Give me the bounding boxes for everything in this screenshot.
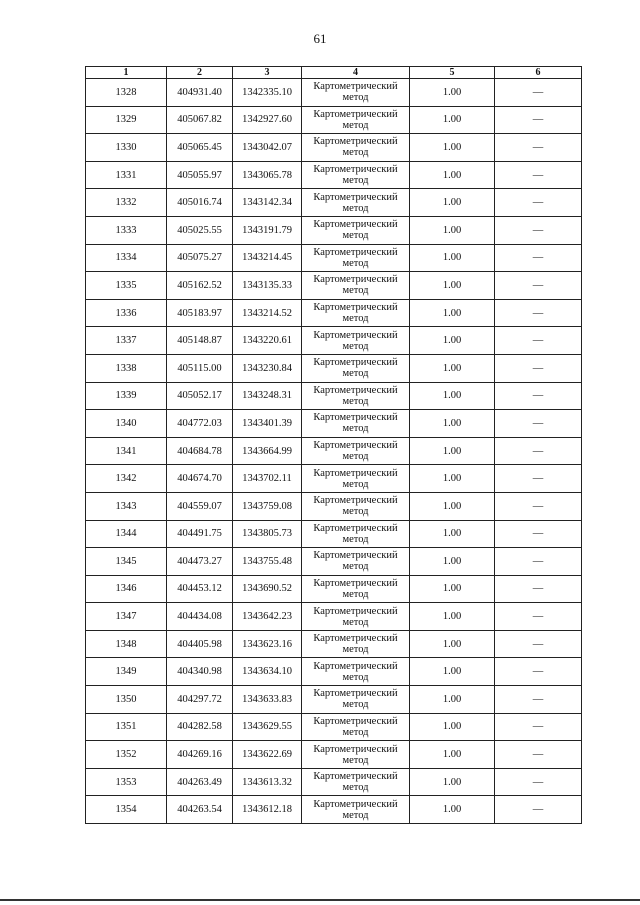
note-cell: — <box>495 713 582 741</box>
table-row <box>86 603 582 631</box>
method-cell <box>302 354 410 382</box>
y-coordinate-cell: 1343759.08 <box>233 492 302 520</box>
x-coordinate-cell: 405162.52 <box>167 272 233 300</box>
accuracy-cell: 1.00 <box>410 272 495 300</box>
method-cell <box>302 79 410 107</box>
bottom-border-line <box>0 899 640 901</box>
note-cell: — <box>495 768 582 796</box>
method-line-1: Картометрический <box>313 550 398 562</box>
method-cell <box>302 686 410 714</box>
point-number-cell: 1328 <box>86 79 167 107</box>
x-coordinate-cell: 405075.27 <box>167 244 233 272</box>
accuracy-cell: 1.00 <box>410 603 495 631</box>
method-cell <box>302 603 410 631</box>
x-coordinate-cell: 404263.54 <box>167 796 233 824</box>
method-line-2: метод <box>342 92 369 104</box>
note-cell: — <box>495 520 582 548</box>
point-number-cell: 1331 <box>86 161 167 189</box>
x-coordinate-cell: 405016.74 <box>167 189 233 217</box>
method-line-1: Картометрический <box>313 577 398 589</box>
accuracy-cell: 1.00 <box>410 741 495 769</box>
method-cell <box>302 189 410 217</box>
method-line-2: метод <box>342 616 369 628</box>
column-header: 5 <box>410 67 495 79</box>
method-cell <box>302 272 410 300</box>
y-coordinate-cell: 1343191.79 <box>233 216 302 244</box>
point-number-cell: 1351 <box>86 713 167 741</box>
note-cell: — <box>495 796 582 824</box>
point-number-cell: 1333 <box>86 216 167 244</box>
note-cell: — <box>495 244 582 272</box>
x-coordinate-cell: 404282.58 <box>167 713 233 741</box>
method-line-1: Картометрический <box>313 798 398 810</box>
accuracy-cell: 1.00 <box>410 575 495 603</box>
point-number-cell: 1339 <box>86 382 167 410</box>
y-coordinate-cell: 1343664.99 <box>233 437 302 465</box>
y-coordinate-cell: 1343248.31 <box>233 382 302 410</box>
method-line-2: метод <box>342 506 369 518</box>
point-number-cell: 1340 <box>86 410 167 438</box>
table-row <box>86 575 582 603</box>
y-coordinate-cell: 1343042.07 <box>233 134 302 162</box>
note-cell: — <box>495 106 582 134</box>
accuracy-cell: 1.00 <box>410 189 495 217</box>
x-coordinate-cell: 405148.87 <box>167 327 233 355</box>
method-cell <box>302 630 410 658</box>
accuracy-cell: 1.00 <box>410 520 495 548</box>
x-coordinate-cell: 405115.00 <box>167 354 233 382</box>
y-coordinate-cell: 1342927.60 <box>233 106 302 134</box>
point-number-cell: 1343 <box>86 492 167 520</box>
point-number-cell: 1349 <box>86 658 167 686</box>
note-cell: — <box>495 79 582 107</box>
note-cell: — <box>495 465 582 493</box>
table-row <box>86 410 582 438</box>
page-number: 61 <box>313 31 327 46</box>
y-coordinate-cell: 1343690.52 <box>233 575 302 603</box>
table-row <box>86 189 582 217</box>
table-row <box>86 437 582 465</box>
accuracy-cell: 1.00 <box>410 354 495 382</box>
note-cell: — <box>495 382 582 410</box>
method-cell <box>302 548 410 576</box>
method-cell <box>302 575 410 603</box>
method-line-1: Картометрический <box>313 633 398 645</box>
note-cell: — <box>495 658 582 686</box>
method-cell <box>302 713 410 741</box>
method-line-1: Картометрический <box>313 660 398 672</box>
note-cell: — <box>495 686 582 714</box>
accuracy-cell: 1.00 <box>410 79 495 107</box>
x-coordinate-cell: 405055.97 <box>167 161 233 189</box>
method-line-1: Картометрический <box>313 605 398 617</box>
table-row <box>86 768 582 796</box>
table-row <box>86 630 582 658</box>
method-line-1: Картометрический <box>313 467 398 479</box>
y-coordinate-cell: 1343634.10 <box>233 658 302 686</box>
table-row <box>86 272 582 300</box>
table-row <box>86 106 582 134</box>
point-number-cell: 1338 <box>86 354 167 382</box>
accuracy-cell: 1.00 <box>410 796 495 824</box>
accuracy-cell: 1.00 <box>410 327 495 355</box>
x-coordinate-cell: 404269.16 <box>167 741 233 769</box>
method-cell <box>302 134 410 162</box>
table-row <box>86 492 582 520</box>
column-header: 2 <box>167 67 233 79</box>
table-row <box>86 548 582 576</box>
column-header: 3 <box>233 67 302 79</box>
note-cell: — <box>495 216 582 244</box>
accuracy-cell: 1.00 <box>410 492 495 520</box>
table-row <box>86 741 582 769</box>
table-row <box>86 134 582 162</box>
accuracy-cell: 1.00 <box>410 465 495 493</box>
note-cell: — <box>495 327 582 355</box>
y-coordinate-cell: 1343135.33 <box>233 272 302 300</box>
method-line-2: метод <box>342 368 369 380</box>
point-number-cell: 1348 <box>86 630 167 658</box>
method-line-1: Картометрический <box>313 108 398 120</box>
table-row <box>86 299 582 327</box>
note-cell: — <box>495 134 582 162</box>
method-cell <box>302 244 410 272</box>
method-cell <box>302 520 410 548</box>
y-coordinate-cell: 1343214.45 <box>233 244 302 272</box>
point-number-cell: 1350 <box>86 686 167 714</box>
point-number-cell: 1336 <box>86 299 167 327</box>
accuracy-cell: 1.00 <box>410 106 495 134</box>
x-coordinate-cell: 404297.72 <box>167 686 233 714</box>
y-coordinate-cell: 1343629.55 <box>233 713 302 741</box>
table-row <box>86 686 582 714</box>
method-line-1: Картометрический <box>313 688 398 700</box>
method-cell <box>302 768 410 796</box>
method-line-1: Картометрический <box>313 329 398 341</box>
table-row <box>86 327 582 355</box>
point-number-cell: 1329 <box>86 106 167 134</box>
method-cell <box>302 658 410 686</box>
table-row <box>86 354 582 382</box>
table-row <box>86 520 582 548</box>
method-line-1: Картометрический <box>313 495 398 507</box>
note-cell: — <box>495 741 582 769</box>
method-line-1: Картометрический <box>313 246 398 258</box>
table-row <box>86 382 582 410</box>
y-coordinate-cell: 1343623.16 <box>233 630 302 658</box>
method-line-2: метод <box>342 313 369 325</box>
note-cell: — <box>495 161 582 189</box>
x-coordinate-cell: 404473.27 <box>167 548 233 576</box>
y-coordinate-cell: 1343230.84 <box>233 354 302 382</box>
x-coordinate-cell: 404491.75 <box>167 520 233 548</box>
method-line-1: Картометрический <box>313 743 398 755</box>
method-line-1: Картометрический <box>313 715 398 727</box>
method-line-2: метод <box>342 561 369 573</box>
table-header-row <box>86 67 582 79</box>
method-line-1: Картометрический <box>313 191 398 203</box>
method-line-1: Картометрический <box>313 164 398 176</box>
x-coordinate-cell: 405067.82 <box>167 106 233 134</box>
y-coordinate-cell: 1343622.69 <box>233 741 302 769</box>
note-cell: — <box>495 437 582 465</box>
accuracy-cell: 1.00 <box>410 410 495 438</box>
x-coordinate-cell: 405065.45 <box>167 134 233 162</box>
accuracy-cell: 1.00 <box>410 299 495 327</box>
method-line-2: метод <box>342 699 369 711</box>
point-number-cell: 1352 <box>86 741 167 769</box>
y-coordinate-cell: 1343613.32 <box>233 768 302 796</box>
method-line-2: метод <box>342 175 369 187</box>
point-number-cell: 1337 <box>86 327 167 355</box>
y-coordinate-cell: 1343702.11 <box>233 465 302 493</box>
note-cell: — <box>495 410 582 438</box>
y-coordinate-cell: 1343612.18 <box>233 796 302 824</box>
point-number-cell: 1347 <box>86 603 167 631</box>
x-coordinate-cell: 404931.40 <box>167 79 233 107</box>
x-coordinate-cell: 404263.49 <box>167 768 233 796</box>
y-coordinate-cell: 1343755.48 <box>233 548 302 576</box>
accuracy-cell: 1.00 <box>410 548 495 576</box>
method-cell <box>302 410 410 438</box>
x-coordinate-cell: 404772.03 <box>167 410 233 438</box>
point-number-cell: 1334 <box>86 244 167 272</box>
method-line-1: Картометрический <box>313 384 398 396</box>
table-row <box>86 216 582 244</box>
accuracy-cell: 1.00 <box>410 216 495 244</box>
x-coordinate-cell: 405183.97 <box>167 299 233 327</box>
note-cell: — <box>495 548 582 576</box>
note-cell: — <box>495 575 582 603</box>
accuracy-cell: 1.00 <box>410 630 495 658</box>
method-line-2: метод <box>342 478 369 490</box>
table-row <box>86 658 582 686</box>
method-line-2: метод <box>342 423 369 435</box>
point-number-cell: 1335 <box>86 272 167 300</box>
method-line-2: метод <box>342 202 369 214</box>
point-number-cell: 1354 <box>86 796 167 824</box>
method-line-2: метод <box>342 644 369 656</box>
x-coordinate-cell: 404453.12 <box>167 575 233 603</box>
y-coordinate-cell: 1343214.52 <box>233 299 302 327</box>
method-line-2: метод <box>342 257 369 269</box>
note-cell: — <box>495 603 582 631</box>
note-cell: — <box>495 354 582 382</box>
method-line-2: метод <box>342 451 369 463</box>
method-line-2: метод <box>342 671 369 683</box>
accuracy-cell: 1.00 <box>410 244 495 272</box>
method-cell <box>302 796 410 824</box>
y-coordinate-cell: 1343220.61 <box>233 327 302 355</box>
accuracy-cell: 1.00 <box>410 437 495 465</box>
accuracy-cell: 1.00 <box>410 134 495 162</box>
method-line-1: Картометрический <box>313 302 398 314</box>
column-header: 1 <box>86 67 167 79</box>
accuracy-cell: 1.00 <box>410 768 495 796</box>
table-row <box>86 79 582 107</box>
method-line-2: метод <box>342 285 369 297</box>
y-coordinate-cell: 1343142.34 <box>233 189 302 217</box>
column-header: 4 <box>302 67 410 79</box>
point-number-cell: 1353 <box>86 768 167 796</box>
method-cell <box>302 492 410 520</box>
table-row <box>86 713 582 741</box>
x-coordinate-cell: 405052.17 <box>167 382 233 410</box>
method-line-1: Картометрический <box>313 136 398 148</box>
method-cell <box>302 465 410 493</box>
method-line-2: метод <box>342 782 369 794</box>
table-row <box>86 244 582 272</box>
method-line-1: Картометрический <box>313 81 398 93</box>
x-coordinate-cell: 404405.98 <box>167 630 233 658</box>
y-coordinate-cell: 1342335.10 <box>233 79 302 107</box>
x-coordinate-cell: 404684.78 <box>167 437 233 465</box>
method-cell <box>302 299 410 327</box>
x-coordinate-cell: 404434.08 <box>167 603 233 631</box>
method-cell <box>302 327 410 355</box>
y-coordinate-cell: 1343642.23 <box>233 603 302 631</box>
method-cell <box>302 741 410 769</box>
method-line-1: Картометрический <box>313 357 398 369</box>
note-cell: — <box>495 630 582 658</box>
method-line-2: метод <box>342 119 369 131</box>
point-number-cell: 1332 <box>86 189 167 217</box>
note-cell: — <box>495 299 582 327</box>
table-body <box>86 79 582 824</box>
method-line-2: метод <box>342 726 369 738</box>
method-line-1: Картометрический <box>313 412 398 424</box>
method-line-2: метод <box>342 533 369 545</box>
point-number-cell: 1342 <box>86 465 167 493</box>
table-row <box>86 161 582 189</box>
method-line-2: метод <box>342 395 369 407</box>
method-line-2: метод <box>342 230 369 242</box>
method-line-1: Картометрический <box>313 219 398 231</box>
method-line-1: Картометрический <box>313 440 398 452</box>
y-coordinate-cell: 1343401.39 <box>233 410 302 438</box>
x-coordinate-cell: 404674.70 <box>167 465 233 493</box>
x-coordinate-cell: 405025.55 <box>167 216 233 244</box>
point-number-cell: 1330 <box>86 134 167 162</box>
table-row <box>86 796 582 824</box>
point-number-cell: 1344 <box>86 520 167 548</box>
y-coordinate-cell: 1343065.78 <box>233 161 302 189</box>
accuracy-cell: 1.00 <box>410 713 495 741</box>
method-line-2: метод <box>342 340 369 352</box>
note-cell: — <box>495 272 582 300</box>
point-number-cell: 1345 <box>86 548 167 576</box>
point-number-cell: 1341 <box>86 437 167 465</box>
method-cell <box>302 161 410 189</box>
x-coordinate-cell: 404559.07 <box>167 492 233 520</box>
method-cell <box>302 106 410 134</box>
method-line-1: Картометрический <box>313 522 398 534</box>
method-line-2: метод <box>342 147 369 159</box>
note-cell: — <box>495 492 582 520</box>
accuracy-cell: 1.00 <box>410 161 495 189</box>
accuracy-cell: 1.00 <box>410 658 495 686</box>
method-line-2: метод <box>342 754 369 766</box>
method-line-1: Картометрический <box>313 274 398 286</box>
accuracy-cell: 1.00 <box>410 382 495 410</box>
coordinates-table <box>85 66 582 824</box>
column-header: 6 <box>495 67 582 79</box>
method-line-2: метод <box>342 809 369 821</box>
y-coordinate-cell: 1343633.83 <box>233 686 302 714</box>
note-cell: — <box>495 189 582 217</box>
method-cell <box>302 437 410 465</box>
method-cell <box>302 382 410 410</box>
y-coordinate-cell: 1343805.73 <box>233 520 302 548</box>
accuracy-cell: 1.00 <box>410 686 495 714</box>
table-row <box>86 465 582 493</box>
method-line-1: Картометрический <box>313 771 398 783</box>
method-cell <box>302 216 410 244</box>
x-coordinate-cell: 404340.98 <box>167 658 233 686</box>
point-number-cell: 1346 <box>86 575 167 603</box>
method-line-2: метод <box>342 588 369 600</box>
